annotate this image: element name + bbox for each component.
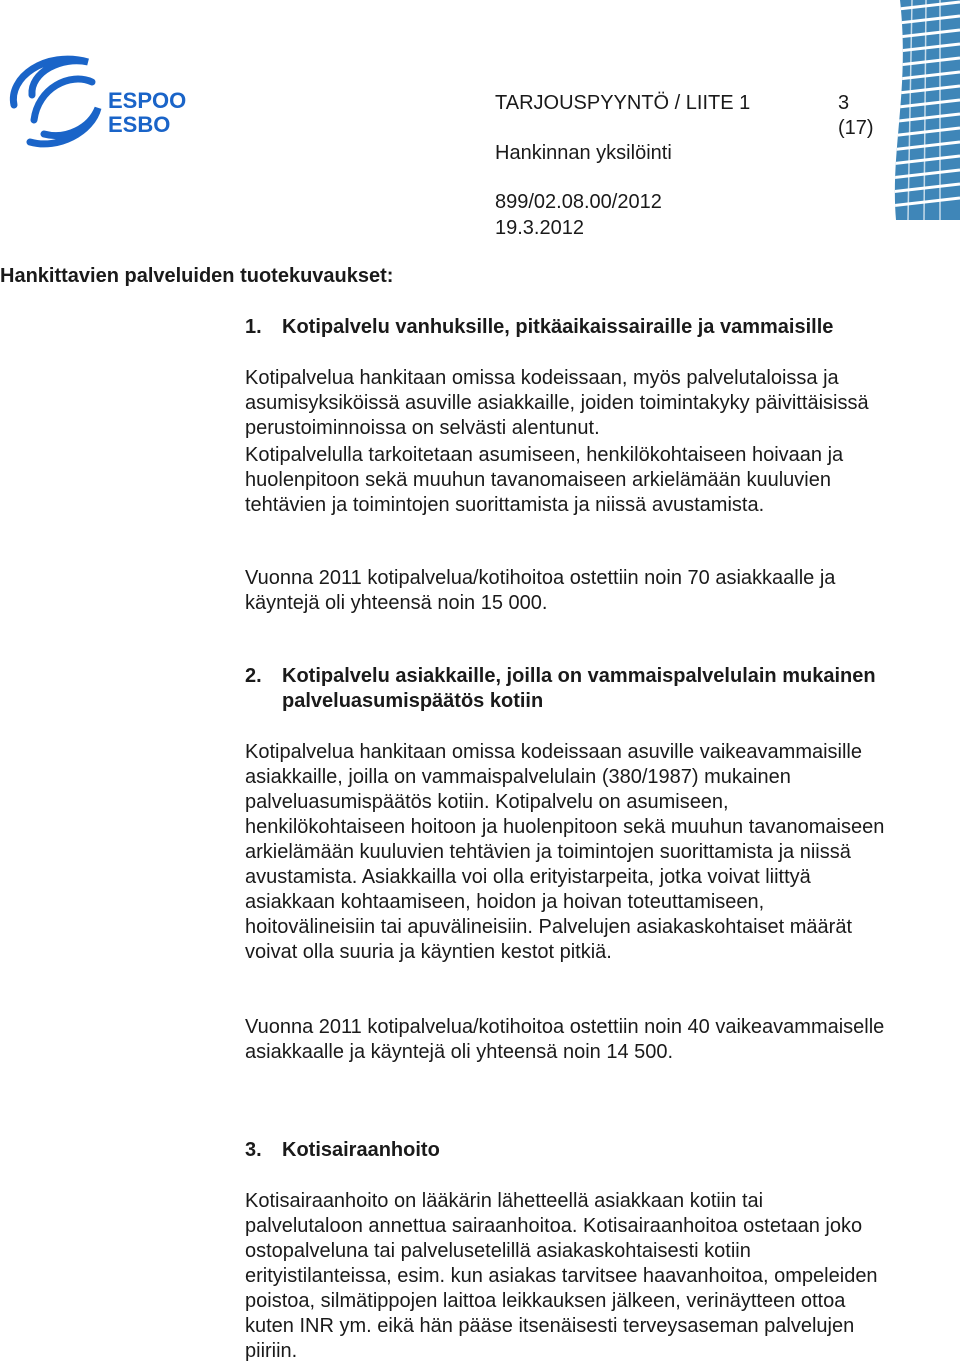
section-number: 3. [245, 1139, 262, 1161]
logo-line1: ESPOO [108, 88, 187, 113]
corner-decoration [890, 0, 960, 220]
reference-number: 899/02.08.00/2012 [495, 191, 662, 213]
document-subtitle: Hankinnan yksilöinti [495, 142, 672, 164]
section-1-paragraph: Kotipalvelulla tarkoitetaan asumiseen, henkilökohtaiseen hoivaan ja huolenpitoon sekä muuhun tavanomaiseen arkielämään kuuluvien tehtävien ja toimintojen suorittamista ja niissä avustamista. [245, 444, 844, 516]
logo-line2: ESBO [108, 112, 171, 137]
section-title: Kotisairaanhoito [282, 1139, 440, 1161]
section-2-heading [245, 664, 895, 714]
section-title: Kotipalvelu vanhuksille, pitkäaikaissairaille ja vammaisille [282, 316, 834, 338]
section-title: Kotipalvelu asiakkaille, joilla on vammaispalvelulain mukainen palveluasumispäätös kotiin [282, 665, 876, 712]
section-number: 2. [245, 665, 262, 687]
section-3-heading [245, 1138, 895, 1163]
page-heading: Hankittavien palveluiden tuotekuvaukset: [0, 265, 394, 287]
section-2-paragraph: Kotipalvelua hankitaan omissa kodeissaan asuville vaikeavammaisille asiakkaille, joilla on vammaispalvelulain (380/1987) mukainen palveluasumispäätös kotiin. Kotipalvelu on asumiseen, henkilökohtaiseen hoitoon ja huolenpitoon sekä muuhun tavanomaiseen arkielämään kuuluvien tehtävien ja toimintojen suorittamista ja niissä avustamista. Asiakkailla voi olla erityistarpeita, jotka voivat liittyä asiakkaan kohtaamiseen, hoidon ja hoivan toteuttamiseen, hoitovälineisiin tai apuvälineisiin. Palvelujen asiakaskohtaiset määrät voivat olla suuria ja käyntien kestot pitkiä. [245, 741, 885, 963]
document-date: 19.3.2012 [495, 217, 584, 239]
section-1-paragraph: Kotipalvelua hankitaan omissa kodeissaan, myös palvelutaloissa ja asumisyksiköissä asuville asiakkaille, joiden toimintakyky päivittäisissä perustoiminnoissa on selvästi alentunut. [245, 367, 869, 439]
espoo-logo-icon [0, 50, 200, 150]
section-1-paragraph: Vuonna 2011 kotipalvelua/kotihoitoa ostettiin noin 70 asiakkaalle ja käyntejä oli yhteensä noin 15 000. [245, 567, 836, 614]
page-total: (17) [838, 117, 874, 139]
striped-wave-decoration-icon [890, 0, 960, 220]
section-2-paragraph: Vuonna 2011 kotipalvelua/kotihoitoa ostettiin noin 40 vaikeavammaiselle asiakkaalle ja käyntejä oli yhteensä noin 14 500. [245, 1016, 885, 1063]
page-number: 3 [838, 92, 850, 114]
document-title: TARJOUSPYYNTÖ / LIITE 1 [495, 92, 751, 114]
section-number: 1. [245, 316, 262, 338]
section-3-paragraph: Kotisairaanhoito on lääkärin lähetteellä asiakkaan kotiin tai palvelutaloon annettua sairaanhoitoa. Kotisairaanhoitoa ostetaan joko ostopalveluna tai palvelusetelillä asiakaskohtaisesti kotiin erityistilanteissa, esim. kun asiakas tarvitsee haavanhoitoa, ompeleiden poistoa, silmätippojen laittoa leikkauksen jälkeen, verinäytteen ottoa kuten INR ym. eikä hän pääse itsenäisesti terveysaseman palvelujen piiriin. [245, 1190, 878, 1362]
espoo-logo [0, 50, 200, 150]
section-1-heading [245, 315, 895, 340]
